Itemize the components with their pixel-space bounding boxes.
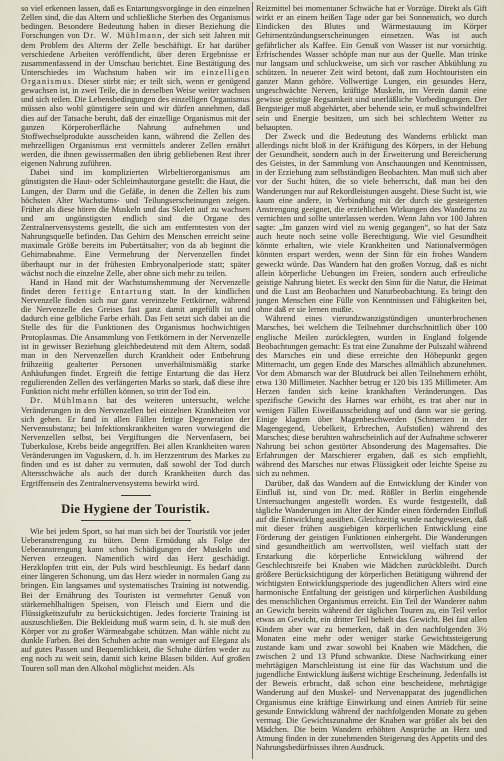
left-column xyxy=(21,4,250,758)
emphasized-term: einzelligen Organismus xyxy=(21,67,250,86)
paragraph-text: . Dieser stirbt nie; er teilt sich, wenn er genügend gewachsen ist, in zwei Teile, die in derselben Weise weiter wachsen und sich teilen. Die Lebensbedingungen des einzelligen Organismus müssen also wohl günstigere sein und wir dürfen annehmen, daß dies auf der Tatsache beruht, daß der einzellige Organismus mit der ganzen Körperoberfläche Nahrung aufnehmen und Stoffwechselprodukte ausscheiden kann, während die Zellen des mehrzelligen Organismus erst vermittels anderer Zellen ernährt werden, die ihnen gewissermaßen den übrig gebliebenen Rest ihrer eigenen Nahrung zuführen. xyxy=(21,77,250,169)
article-paragraph xyxy=(256,132,487,315)
heading-rule-bottom xyxy=(81,520,191,521)
article-paragraph xyxy=(21,278,250,397)
paragraph-text: Während eines vierundzwanzigstündigen ununterbrochenen Marsches, bei welchem die Teilnehmer durchschnittlich über 100 englische Meilen zurücklegten, wurden in England folgende Beobachtungen gemacht: Es trat eine Zunahme der Pulszahl während des Marsches ein und diese erreichte den Höhepunkt gegen Mitternacht, um gegen Ende des Marsches allmählich abzunehmen. Vor dem Abmarsch war der Blutdruck bei allen Teilnehmern erhöht, etwa 130 Millimeter. Nachher betrug er 120 bis 135 Millimeter. Am Herzen fanden sich keine krankhaften Veränderungen. Das spezifische Gewicht des Harnes war erhöht, es trat aber nur in wenigen Fällen Eiweißausscheidung auf und dann war sie gering. Einige klagten über Magenbeschwerden (Schmerzen in der Magengegend, Uebelkeit, Erbrechen, Aufstoßen) während des Marsches; diese beruhten wahrscheinlich auf der Aufnahme schwerer Nahrung bei schon gestörter Absonderung des Magensaftes. Die Erfahrungen der Marschierer ergaben, daß es sich empfiehlt, während des Marsches nur etwas Flüssigkeit oder leichte Speise zu sich zu nehmen. xyxy=(256,314,487,479)
emphasized-term: fettige Entartung xyxy=(73,286,153,296)
article-paragraph xyxy=(256,479,487,753)
left-column-text xyxy=(21,4,250,673)
article-heading xyxy=(21,488,250,527)
article-paragraph xyxy=(21,168,250,278)
paragraph-text: Darüber, daß das Wandern auf die Entwicklung der Kinder von Einfluß ist, sind von Dr. med. Rößler in Berlin eingehende Untersuchungen angestellt worden. Es wurde festgestellt, daß tägliche Wanderungen im Alter der Kinder einen fördernden Einfluß auf die Entwicklung ausüben. Gleichzeitig wurde nachgewiesen, daß mit dieser frühen ausgiebigen körperlichen Entwicklung eine Förderung der geistigen Funktionen einhergeht. Die Wanderungen sind gesundheitlich am wertvollsten, weil vielfach statt der Erstarkung die körperliche Entwicklung während der Geschlechtsreife bei Knaben wie Mädchen zurückbleibt. Durch größere Berücksichtigung der körperlichen Betätigung während der wichtigsten Entwicklungsperiode des jugendlichen Alters wird eine harmonische Entfaltung der geistigen und körperlichen Ausbildung des menschlichen Organismus erreicht. Ein Teil der Wanderer nahm an Gewicht bereits während der täglichen Touren zu, ein Teil verlor etwas an Gewicht, ein dritter Teil behielt das Gewicht. Bei fast allen Kindern aber war zu bemerken, daß in den nachfolgenden 3½ Monaten eine mehr oder weniger starke Gewichtssteigerung zustande kam und zwar sowohl bei Knaben wie Mädchen, die zwischen 2 und 13 Pfund schwankte. Diese Nachwirkung einer mehrtägigen Marschleistung ist eine für das Wachstum und die jugendliche Entwicklung äußerst wichtige Erscheinung. Jedenfalls ist der Beweis erbracht, daß schon eine bescheidene, mehrtägige Wanderung auf den Muskel- und Nervenapparat des jugendlichen Organismus eine kräftige Einwirkung und einen Antrieb für seine gesunde Entwicklung während der nachfolgenden Monate zu geben vermag. Die Gewichtszunahme der Knaben war größer als bei den Mädchen. Die beim Wandern erhöhten Ansprüche an Herz und Atmung finden in der zunehmenden Steigerung des Appetits und des Nahrungsbedürfnisses ihren Ausdruck. xyxy=(256,478,487,753)
column-divider xyxy=(252,2,253,759)
paragraph-text: so viel erkennen lassen, daß es Entartungsvorgänge in den einzelnen Zellen sind, die das Altern und schließliche Sterben des Organismus bedingen. Besondere Bedeutung haben in dieser Beziehung die Forschungen von xyxy=(21,4,250,41)
paragraph-text: Reizmittel bei momentaner Schwäche hat er Vorzüge. Direkt als Gift wirkt er an einem heißen Tage oder gar bei Sonnenstich, wo durch Eindicken des Blutes und Wärmestauung im Körper Gehirnentzündungserscheinungen einsetzen. Was ist auch gefährlicher als Kaffee. Ein Genuß von Wasser ist nur vorsichtig. Erfrischendes Wasser schöpfe man nur aus der Quelle. Man trinke nur langsam und schluckweise, um sich vor rascher Abkühlung zu schützen. In neuerer Zeit wird betont, daß zum Hochtouristen ein ganzer Mann gehöre. Vollwertige Lungen, ein gesundes Herz, ungeschwächte Nerven, kräftige Muskeln, im Verein damit eine gewisse geistige Regsamkeit sind unerläßliche Vorbedingungen. Der Bergsteiger muß abgehärtet, aber behende sein, er muß schwindelfrei sein und Energie besitzen, um sich bei schlechtem Wetter zu behaupten. xyxy=(256,4,487,132)
right-column-text xyxy=(256,4,487,752)
paragraph-text: Wie bei jedem Sport, so hat man sich bei der Touristik vor jeder Ueberanstrengung zu hüten. Denn Ermüdung als Folge der Ueberanstrengung kann schon Schädigungen der Muskeln und Nerven erzeugen. Namentlich wird das Herz geschädigt. Herzklopfen tritt ein, der Puls wird beschleunigt. Es bedarf dann einer längeren Schonung, um das Herz wieder in normalen Gang zu bringen. Ein langsames und systematisches Training ist notwendig. Bei der Ernährung des Touristen ist vermehrter Genuß von stärkemehlhaltigen Speisen, von Fleisch und Eiern und die Flüssigkeitszufuhr zu berücksichtigen. Jedes forcierte Training ist auszuschließen. Die Bekleidung muß warm sein, d. h. sie muß den Körper vor zu großer Wärmeabgabe schützen. Man wähle nicht zu dunkle Farben. Bei den Schuhen achte man weniger auf Eleganz als auf gutes Passen und Bequemlichkeit, die Schuhe dürfen weder zu eng noch zu weit sein, damit sich keine Blasen bilden. Auf großen Touren soll man den Alkohol möglichst meiden. Als xyxy=(21,526,250,673)
right-column xyxy=(256,4,487,758)
article-paragraph xyxy=(21,527,250,673)
paragraph-text: hat des weiteren untersucht, welche Veränderungen in den Nervenzellen bei einzelnen Krankheiten vor sich gehen. Er fand in allen Fällen fettige Degeneration der Nervensubstanz; bei Infektionskrankheiten waren vorwiegend die Nervenzellen selbst, bei Vergiftungen die Nervenfasern, bei Tuberkulose, Krebs beide angegriffen. Bei allen Krankheiten waren Veränderungen im Vaguskern, d. h. im Herzzentrum des Markes zu finden und es ist daher zu vermuten, daß sowohl der Tod durch Altersschwäche als auch der durch Krankheiten durch das Ergriffensein des Zentralnervensystems bewirkt wird. xyxy=(21,396,250,488)
paragraph-text: Der Zweck und die Bedeutung des Wanderns erblickt man allerdings nicht bloß in der Kräftigung des Körpers, in der Hebung der Gesundheit, sondern auch in der Erweiterung und Bereicherung des Geistes, in der Sammlung von Anschauungen und Kenntnissen, in der Erziehung zum selbständigen Beobachten. Man muß sich aber vor der Sucht hüten, die so viele beherrscht, daß man bei den Wanderungen nur auf Rekordleistungen ausgeht. Diese Sucht ist, wie kaum eine andere, in Verbindung mit der durch sie gesteigerten Anstrengung geeignet, die erziehlichen Wirkungen des Wanderns zu vernichten und sollte unterlassen werden. Wenn Jahn vor 100 Jahren sagte: „Im ganzen wird viel zu wenig gegangen“, so hat der Satz auch heute noch seine volle Berechtigung. Wie viel Gesundheit könnte erhalten, wie viele Krankheiten und Nationalvermögen könnten erspart werden, wenn der Sinn für ein frohes Wandern geweckt würde. Das Wandern hat den großen Vorzug, daß es nicht allein körperliche Uebungen im Freien, sondern auch erfreuliche geistige Nahrung bietet. Es weckt den Sinn für die Natur, die Heimat und die Lust am Beobachten und Naturbeobachtung. Es bringt den jungen Menschen eine Fülle von Kenntnissen und Fähigkeiten bei, ohne daß er sie lernen mußte. xyxy=(256,131,487,315)
article-paragraph xyxy=(256,4,487,132)
paragraph-text: Hand in Hand mit der Wachstumshemmung der Nervenzelle findet deren xyxy=(21,277,250,296)
heading-rule-top xyxy=(121,495,151,496)
paragraph-text: , der sich seit Jahren mit dem Problem des Alterns der Zelle beschäftigt. Er hat darüber verschiedene Arbeiten veröffentlicht, über deren Ergebnisse er zusammenfassend in der Umschau berichtet. Eine Bestätigung des Unterschiedes im Wachstum haben wir im xyxy=(21,31,250,77)
paragraph-text: statt. In der kindlichen Nervenzelle finden sich nur ganz vereinzelte Fettkörner, während die Nervenzelle des Greises fast ganz damit angefüllt ist und dadurch eine gelbliche Farbe erhält. Das Fett setzt sich dabei an die Stelle des für die Funktionen des Organismus hochwichtigen Protoplasmas. Die Ansammlung von Fettkörnern in der Nervenzelle ist in gewisser Beziehung gleichbedeutend mit dem Altern, sodaß man in den Nervenzellen durch Krankheit oder Entbehrung frühzeitig gealterter Personen unverhältnismäßig starke Anhäufungen findet. Ergreift die fettige Entartung die das Herz regulierenden Zellen des verlängerten Marks so stark, daß diese ihre Funktion nicht mehr erfüllen können, so tritt der Tod ein. xyxy=(21,286,250,397)
article-paragraph xyxy=(21,4,250,168)
emphasized-name: Dr. Mühlmann xyxy=(30,396,99,406)
article-paragraph xyxy=(256,314,487,478)
emphasized-name: Dr. W. Mühlmann xyxy=(83,31,163,41)
article-paragraph xyxy=(21,396,250,487)
article-title: Die Hygiene der Touristik. xyxy=(61,501,210,516)
paragraph-text: Dabei sind im komplizierten Wirbeltierorganismus am günstigsten die Haut- oder Schleimhautorgane gestellt: die Haut, die Lungen, der Darm und die Gefäße, in denen die Zellen bis zum höchsten Alter Wachstums- und Teilungserscheinungen zeigen. Früher als diese hören die Muskeln und das Skelett auf zu wachsen und am ungünstigsten endlich sind die Organe des Zentralnervensystems gestellt, die sich am entferntesten von der Nahrungsquelle befinden. Das Gehirn des Menschen erreicht seine maximale Größe bereits im Pubertätsalter; von da ab beginnt die Gehirnabnahme. Eine Vermehrung der Nervenzellen findet überhaupt nur in der frühesten Embryonalperiode statt; später wächst noch die einzelne Zelle, aber ohne sich mehr zu teilen. xyxy=(21,168,250,278)
